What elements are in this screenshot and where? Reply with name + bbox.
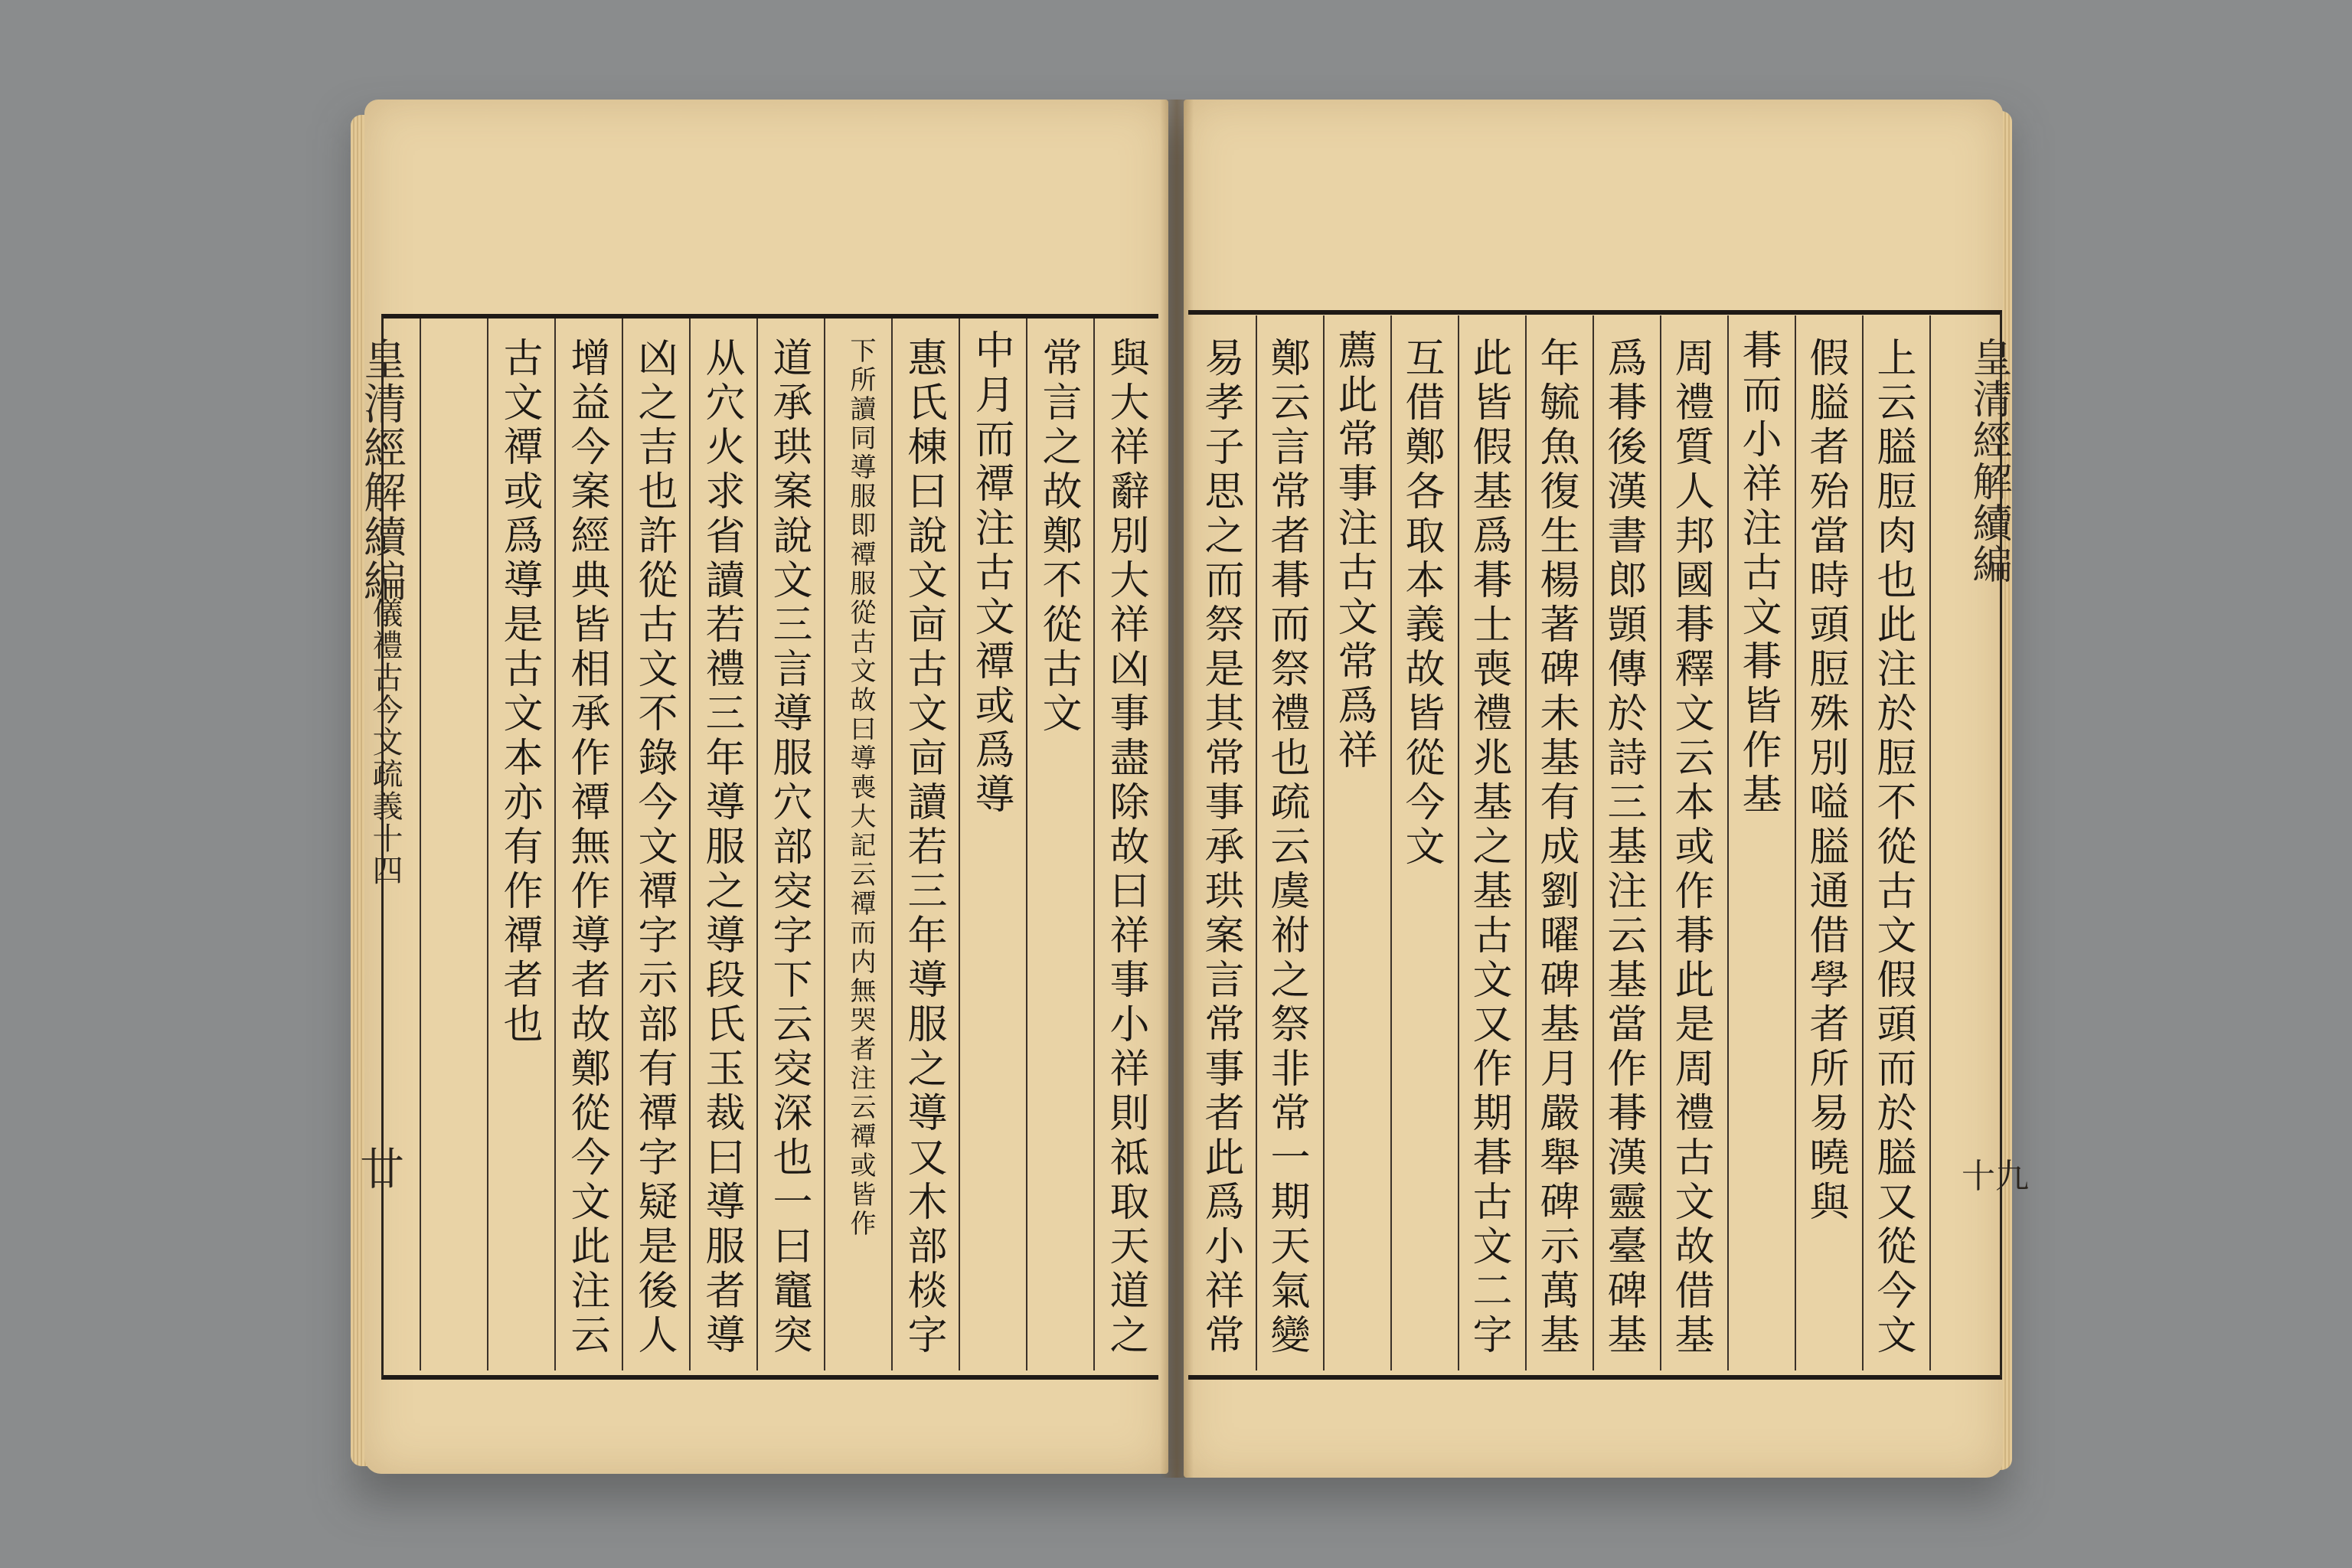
left-rule (420, 318, 421, 1370)
right-rule (1862, 315, 1864, 1370)
text-column: 朞而小祥注古文朞皆作基 (1735, 329, 1781, 818)
left-rule (824, 318, 825, 1370)
text-column: 下所讀同導服即禫服從古文故曰導喪大記云禫而内無哭者注云禫或皆作 (845, 337, 876, 1239)
right-rule (1727, 315, 1729, 1370)
right-page-number: 十九 (1962, 1157, 2029, 1196)
right-rule (1592, 315, 1594, 1370)
right-rule (1660, 315, 1661, 1370)
text-column: 惠氏棟曰說文㐭古文㐭讀若三年導服之導又木部棪字 (900, 337, 946, 1358)
right-rule (1323, 315, 1325, 1370)
text-column: 鄭云言常者朞而祭禮也疏云虞祔之祭非常一期天氣變 (1263, 337, 1309, 1358)
text-column: 周禮質人邦國朞釋文云本或作朞此是周禮古文故借基 (1668, 337, 1713, 1358)
left-rule (756, 318, 758, 1370)
text-column: 古文禫或爲導是古文本亦有作禫者也 (496, 337, 542, 1047)
text-column: 常言之故鄭不從古文 (1035, 337, 1081, 737)
left-rule (1026, 318, 1027, 1370)
text-column: 道承珙案說文三言導服穴部㝔字下云㝔深也一曰竈突 (766, 337, 812, 1358)
right-rule (1458, 315, 1459, 1370)
text-column: 爲朞後漢書郎顗傳於詩三基注云基當作朞漢靈臺碑基 (1600, 337, 1646, 1358)
text-column: 薦此常事注古文常爲祥 (1331, 329, 1377, 773)
left-rule (959, 318, 960, 1370)
right-rule (1525, 315, 1527, 1370)
text-column: 互借鄭各取本義故皆從今文 (1398, 337, 1444, 870)
text-column: 與大祥辭別大祥凶事盡除故曰祥事小祥則祗取天道之 (1102, 337, 1148, 1358)
text-column: 此皆假基爲朞士喪禮兆基之基古文又作期㫷古文二字 (1465, 337, 1511, 1358)
text-column: 凶之吉也許從古文不錄今文禫字示部有禫字疑是後人 (631, 337, 677, 1358)
text-column: 中月而禫注古文禫或爲導 (968, 329, 1014, 818)
right-rule (1929, 315, 1931, 1370)
text-column: 上云膉脰肉也此注於脰不從古文假頭而於膉又從今文 (1870, 337, 1916, 1358)
left-rule (891, 318, 893, 1370)
text-column: 年毓魚復生楊著碑未基有成劉曜碑基月嚴舉碑示萬基 (1533, 337, 1579, 1358)
right-rule (1795, 315, 1796, 1370)
left-rule (689, 318, 691, 1370)
left-page-number: 廿 (360, 1143, 405, 1195)
left-rule (487, 318, 488, 1370)
left-margin-title: 皇清經解續編 (357, 337, 407, 603)
text-column: 易孝子思之而祭是其常事承珙案言常事者此爲小祥常 (1197, 337, 1243, 1358)
text-column: 从穴火求省讀若禮三年導服之導段氏玉裁曰導服者導 (698, 337, 744, 1358)
left-rule (1093, 318, 1095, 1370)
right-margin-title: 皇清經解續編 (1965, 337, 2011, 585)
text-column: 增益今案經典皆相承作禫無作導者故鄭從今文此注云 (564, 337, 609, 1358)
left-rule (622, 318, 623, 1370)
left-rule (554, 318, 556, 1370)
right-rule (1390, 315, 1392, 1370)
text-column: 假膉者殆當時頭脰殊別嗌膉通借學者所易曉與 (1802, 337, 1848, 1225)
left-margin-section: 儀禮古今文疏義十四 (368, 597, 403, 887)
right-rule (1256, 315, 1257, 1370)
